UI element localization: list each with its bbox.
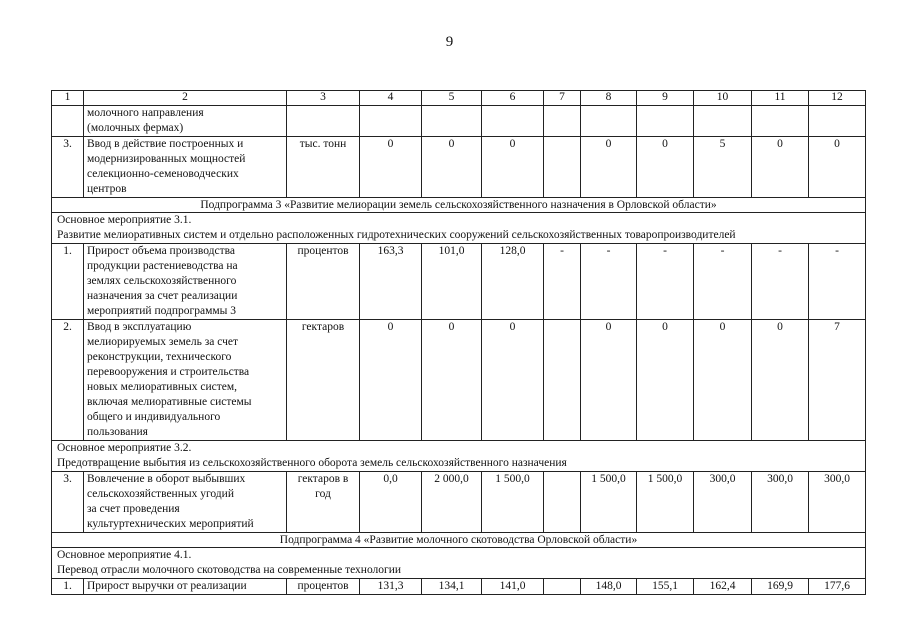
- text-line: мероприятий подпрограммы 3: [87, 305, 236, 317]
- text-line: общего и индивидуального: [87, 411, 221, 423]
- indicator-name: [84, 579, 287, 595]
- text-line: новых мелиоративных систем,: [87, 381, 238, 393]
- text-line: селекционно-семеноводческих: [87, 168, 239, 180]
- text-line: Прирост объема производства: [87, 245, 236, 257]
- text-line: гектаров: [301, 321, 345, 333]
- activity-heading: [52, 213, 866, 244]
- indicator-value: 300,0: [752, 472, 809, 533]
- indicator-value: -: [809, 244, 866, 320]
- indicator-value: [544, 472, 581, 533]
- activity-heading: [52, 441, 866, 472]
- text-line: молочного направления: [87, 107, 204, 119]
- text-line: продукции растениеводства на: [87, 260, 238, 272]
- indicator-value: 162,4: [694, 579, 752, 595]
- indicator-row: [52, 244, 866, 320]
- text-line: Вовлечение в оборот выбывших: [87, 473, 246, 485]
- activity-heading: [52, 548, 866, 579]
- activity-number: Основное мероприятие 3.2.: [57, 442, 192, 454]
- column-header: 12: [809, 91, 866, 106]
- indicator-value: 101,0: [422, 244, 482, 320]
- activity-row: [52, 441, 866, 472]
- text-line: Ввод в действие построенных и: [87, 138, 244, 150]
- indicator-value: 141,0: [482, 579, 544, 595]
- text-line: центров: [87, 183, 127, 195]
- indicator-row: [52, 320, 866, 441]
- indicator-value: [422, 106, 482, 137]
- indicator-value: [482, 106, 544, 137]
- column-header: 4: [360, 91, 422, 106]
- indicator-value: 1 500,0: [482, 472, 544, 533]
- indicator-value: -: [752, 244, 809, 320]
- text-line: за счет проведения: [87, 503, 180, 515]
- text-line: модернизированных мощностей: [87, 153, 246, 165]
- indicator-unit: [287, 320, 360, 441]
- indicator-value: [544, 579, 581, 595]
- indicator-value: [544, 137, 581, 198]
- activity-number: Основное мероприятие 4.1.: [57, 549, 192, 561]
- indicator-value: 0: [581, 137, 637, 198]
- indicator-value: -: [544, 244, 581, 320]
- indicator-unit: [287, 579, 360, 595]
- indicator-value: 5: [694, 137, 752, 198]
- text-line: культуртехнических мероприятий: [87, 518, 254, 530]
- indicator-value: 1 500,0: [637, 472, 694, 533]
- indicator-name: [84, 137, 287, 198]
- indicator-name: [84, 106, 287, 137]
- indicator-value: 1 500,0: [581, 472, 637, 533]
- indicator-value: 0: [482, 320, 544, 441]
- indicator-value: [360, 106, 422, 137]
- indicator-value: 163,3: [360, 244, 422, 320]
- indicator-value: 169,9: [752, 579, 809, 595]
- indicator-row: [52, 579, 866, 595]
- text-line: перевооружения и строительства: [87, 366, 250, 378]
- activity-row: [52, 213, 866, 244]
- indicator-value: 128,0: [482, 244, 544, 320]
- indicator-value: 0: [422, 320, 482, 441]
- indicator-value: 0: [581, 320, 637, 441]
- indicator-number: 1.: [52, 244, 84, 320]
- indicator-value: 0: [694, 320, 752, 441]
- indicator-number: 2.: [52, 320, 84, 441]
- indicator-value: 2 000,0: [422, 472, 482, 533]
- column-header: 8: [581, 91, 637, 106]
- activity-number: Основное мероприятие 3.1.: [57, 214, 192, 226]
- indicator-value: 131,3: [360, 579, 422, 595]
- text-line: сельскохозяйственных угодий: [87, 488, 234, 500]
- indicator-value: 300,0: [694, 472, 752, 533]
- subprogram-title: Подпрограмма 3 «Развитие мелиорации земель сельскохозяйственного назначения в Орловской области»: [52, 198, 866, 213]
- indicator-unit: [287, 472, 360, 533]
- table-body: [52, 91, 866, 595]
- text-line: гектаров в: [297, 473, 349, 485]
- indicator-value: 148,0: [581, 579, 637, 595]
- indicator-value: [694, 106, 752, 137]
- text-line: процентов: [297, 580, 349, 592]
- indicator-value: [809, 106, 866, 137]
- text-line: землях сельскохозяйственного: [87, 275, 237, 287]
- indicator-name: [84, 472, 287, 533]
- indicators-table: [51, 90, 866, 595]
- activity-description: Развитие мелиоративных систем и отдельно расположенных гидротехнических сооружений сельскохозяйственных товаропроизводителей: [57, 229, 736, 241]
- indicator-value: [544, 106, 581, 137]
- indicator-value: -: [581, 244, 637, 320]
- indicator-value: [581, 106, 637, 137]
- text-line: пользования: [87, 426, 148, 438]
- text-line: включая мелиоративные системы: [87, 396, 252, 408]
- indicator-value: 155,1: [637, 579, 694, 595]
- text-line: Ввод в эксплуатацию: [87, 321, 192, 333]
- indicator-value: 0: [422, 137, 482, 198]
- indicator-value: 0: [752, 137, 809, 198]
- column-header: 10: [694, 91, 752, 106]
- indicator-value: 0: [752, 320, 809, 441]
- indicator-number: 1.: [52, 579, 84, 595]
- indicator-number: [52, 106, 84, 137]
- text-line: Прирост выручки от реализации: [87, 580, 247, 592]
- indicator-value: [752, 106, 809, 137]
- column-header: 9: [637, 91, 694, 106]
- indicator-value: 134,1: [422, 579, 482, 595]
- indicator-unit: [287, 106, 360, 137]
- indicator-value: [637, 106, 694, 137]
- indicator-value: 7: [809, 320, 866, 441]
- indicator-unit: [287, 137, 360, 198]
- column-header: 11: [752, 91, 809, 106]
- subprogram-row: [52, 198, 866, 213]
- indicator-value: 0: [360, 137, 422, 198]
- indicator-value: [544, 320, 581, 441]
- subprogram-row: [52, 533, 866, 548]
- activity-row: [52, 548, 866, 579]
- indicator-value: 0: [637, 137, 694, 198]
- indicator-number: 3.: [52, 472, 84, 533]
- indicator-name: [84, 320, 287, 441]
- column-header: 3: [287, 91, 360, 106]
- column-header: 2: [84, 91, 287, 106]
- indicator-row: [52, 106, 866, 137]
- page-number: 9: [445, 34, 454, 50]
- column-header: 1: [52, 91, 84, 106]
- column-header: 7: [544, 91, 581, 106]
- activity-description: Перевод отрасли молочного скотоводства на современные технологии: [57, 564, 402, 576]
- indicator-value: 177,6: [809, 579, 866, 595]
- text-line: мелиорируемых земель за счет: [87, 336, 239, 348]
- column-header: 6: [482, 91, 544, 106]
- indicator-value: -: [637, 244, 694, 320]
- indicator-value: 0: [809, 137, 866, 198]
- indicator-row: [52, 472, 866, 533]
- subprogram-title: Подпрограмма 4 «Развитие молочного скотоводства Орловской области»: [52, 533, 866, 548]
- text-line: год: [315, 488, 331, 500]
- indicator-name: [84, 244, 287, 320]
- text-line: (молочных фермах): [87, 122, 184, 134]
- text-line: тыс. тонн: [299, 138, 347, 150]
- indicator-number: 3.: [52, 137, 84, 198]
- indicator-value: -: [694, 244, 752, 320]
- indicator-value: 0: [482, 137, 544, 198]
- indicator-value: 0: [637, 320, 694, 441]
- text-line: процентов: [297, 245, 349, 257]
- indicator-value: 0,0: [360, 472, 422, 533]
- indicator-row: [52, 137, 866, 198]
- column-header-row: [52, 91, 866, 106]
- indicator-unit: [287, 244, 360, 320]
- text-line: реконструкции, технического: [87, 351, 232, 363]
- text-line: назначения за счет реализации: [87, 290, 238, 302]
- indicator-value: 0: [360, 320, 422, 441]
- indicator-value: 300,0: [809, 472, 866, 533]
- column-header: 5: [422, 91, 482, 106]
- activity-description: Предотвращение выбытия из сельскохозяйственного оборота земель сельскохозяйственного назначения: [57, 457, 567, 469]
